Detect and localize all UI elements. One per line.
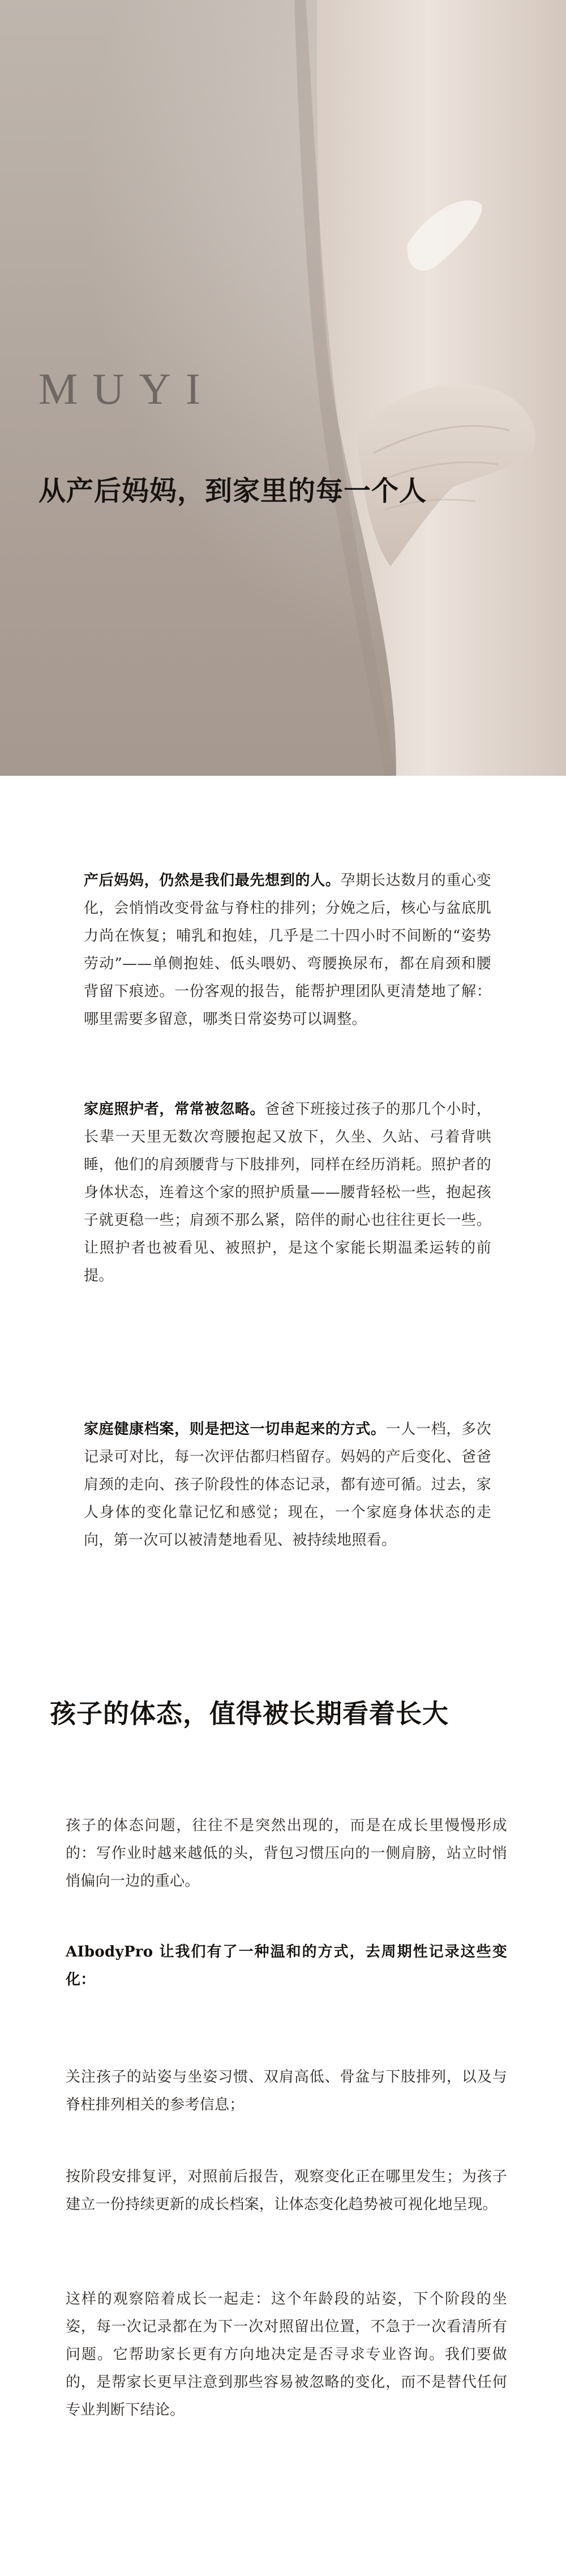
hero-title: 从产后妈妈，到家里的每一个人 (38, 475, 427, 507)
paragraph-lead: 家庭健康档案，则是把这一切串起来的方式。 (84, 1421, 386, 1438)
paragraph-body: 孕期长达数月的重心变化，会悄悄改变骨盆与脊柱的排列；分娩之后，核心与盆底肌力尚在恢复；哺乳和抱娃，几乎是二十四小时不间断的“姿势劳动”——单侧抱娃、低头喂奶、弯腰换尿布，都在肩颈和腰背留下痕迹。一份客观的报告，能帮护理团队更清楚地了解：哪里需要多留意，哪类日常姿势可以调整。 (84, 872, 491, 1028)
section-paragraph: 关注孩子的站姿与坐姿习惯、双肩高低、骨盆与下肢排列，以及与脊柱排列相关的参考信息； (66, 2069, 507, 2113)
hero-banner (0, 0, 566, 776)
paragraph-lead: 家庭照护者，常常被忽略。 (84, 1101, 265, 1118)
section-title: 孩子的体态，值得被长期看着长大 (50, 1698, 449, 1729)
paragraph-family-health-records (84, 1416, 491, 1554)
brand-logo-text: MUYI (38, 364, 215, 413)
section-paragraph: 孩子的体态问题，往往不是突然出现的，而是在成长里慢慢形成的：写作业时越来越低的头，背包习惯压向的一侧肩膀，站立时悄悄偏向一边的重心。 (66, 1817, 507, 1890)
paragraph-family-caregivers (84, 1096, 491, 1290)
section-paragraph-emphasis: AIbodyPro 让我们有了一种温和的方式，去周期性记录这些变化： (66, 1943, 507, 1988)
section-paragraph: 这样的观察陪着成长一起走：这个年龄段的站姿，下个阶段的坐姿，每一次记录都在为下一次对照留出位置，不急于一次看清所有问题。它帮助家长更有方向地决定是否寻求专业咨询。我们要做的，是帮家长更早注意到那些容易被忽略的变化，而不是替代任何专业判断下结论。 (66, 2291, 507, 2419)
paragraph-lead: 产后妈妈，仍然是我们最先想到的人。 (84, 872, 341, 889)
paragraph-body: 一人一档，多次记录可对比，每一次评估都归档留存。妈妈的产后变化、爸爸肩颈的走向、孩子阶段性的体态记录，都有迹可循。过去，家人身体的变化靠记忆和感觉；现在，一个家庭身体状态的走向，第一次可以被清楚地看见、被持续地照看。 (84, 1421, 491, 1549)
paragraph-body: 爸爸下班接过孩子的那几个小时，长辈一天里无数次弯腰抱起又放下，久坐、久站、弓着背哄睡，他们的肩颈腰背与下肢排列，同样在经历消耗。照护者的身体状态，连着这个家的照护质量——腰背轻松一些，抱起孩子就更稳一些；肩颈不那么紧，陪伴的耐心也往往更长一些。让照护者也被看见、被照护，是这个家能长期温柔运转的前提。 (84, 1101, 491, 1284)
paragraph-postpartum-mothers (84, 867, 491, 1033)
section-paragraph: 按阶段安排复评，对照前后报告，观察变化正在哪里发生；为孩子建立一份持续更新的成长档案，让体态变化趋势被可视化地呈现。 (66, 2168, 507, 2213)
